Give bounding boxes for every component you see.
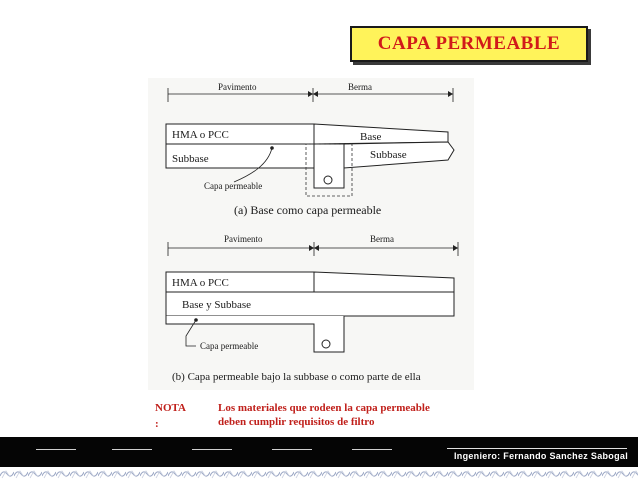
pavement-diagram [148, 78, 474, 390]
caption-b: (b) Capa permeable bajo la subbase o como parte de ella [172, 371, 421, 383]
label-capa-a: Capa permeable [204, 181, 263, 191]
drain-pipe-b [322, 340, 330, 348]
page-title: CAPA PERMEABLE [377, 33, 561, 54]
note-label: NOTA : [155, 402, 186, 430]
footer-dash [352, 449, 392, 450]
label-berma-a: Berma [348, 82, 372, 92]
drain-pipe-a [324, 176, 332, 184]
label-subbase-right-a: Subbase [370, 149, 407, 161]
title-box [350, 26, 588, 62]
caption-a: (a) Base como capa permeable [234, 203, 382, 217]
label-base-subbase-b: Base y Subbase [182, 299, 252, 311]
label-hma-a: HMA o PCC [172, 129, 229, 141]
footer-dash [192, 449, 232, 450]
label-hma-b: HMA o PCC [172, 277, 229, 289]
label-subbase-left-a: Subbase [172, 153, 209, 165]
label-pavimento-a: Pavimento [218, 82, 257, 92]
note-line-2: deben cumplir requisitos de filtro [218, 416, 375, 428]
footer-dash [36, 449, 76, 450]
label-berma-b: Berma [370, 234, 394, 244]
footer-dash [112, 449, 152, 450]
label-base-a: Base [360, 131, 382, 143]
label-capa-b: Capa permeable [200, 341, 259, 351]
decorative-pattern [0, 467, 638, 479]
bottom-decorative-strip [0, 467, 638, 479]
label-pavimento-b: Pavimento [224, 234, 263, 244]
footer-dash [272, 449, 312, 450]
footer-credit: Ingeniero: Fernando Sanchez Sabogal [453, 451, 628, 461]
note-line-1: Los materiales que rodeen la capa permeable [218, 402, 430, 414]
credit-underline [447, 448, 627, 449]
